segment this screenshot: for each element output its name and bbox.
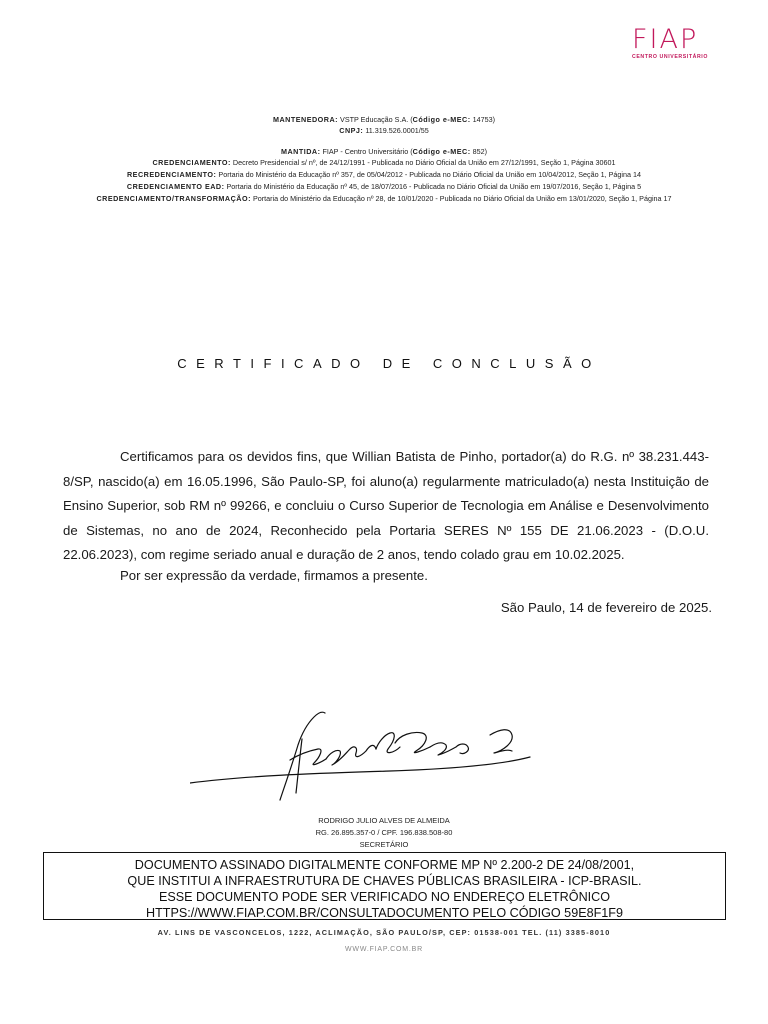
mantida-label: MANTIDA: — [280, 147, 321, 156]
cnpj-value: 11.319.526.0001/55 — [365, 126, 429, 135]
notice-line-4: HTTPS://WWW.FIAP.COM.BR/CONSULTADOCUMENTO PELO CÓDIGO 59E8F1F9 — [146, 906, 623, 920]
signer-ids: RG. 26.895.357-0 / CPF. 196.838.508-80 — [315, 828, 453, 837]
logo-text: FIAP — [632, 24, 699, 55]
credenciamento-ead-value: Portaria do Ministério da Educação nº 45, de 18/07/2016 - Publicada no Diário Oficial da União em 19/07/2016, Seção 1, Página 5 — [226, 182, 642, 191]
fiap-logo — [632, 26, 722, 60]
recredenciamento-value: Portaria do Ministério da Educação nº 357, de 05/04/2012 - Publicada no Diário Oficial da União em 10/04/2012, Seção 1, Página 14 — [218, 170, 641, 179]
mantenedora-value: VSTP Educação S.A. ( — [340, 115, 413, 124]
closing-statement: Por ser expressão da verdade, firmamos a presente. — [120, 568, 428, 583]
recredenciamento-line — [0, 169, 768, 181]
credenciamento-ead-line — [0, 181, 768, 193]
mantida-code-value: 852) — [472, 147, 488, 156]
signer-name: RODRIGO JULIO ALVES DE ALMEIDA — [318, 816, 450, 825]
notice-line-2: QUE INSTITUI A INFRAESTRUTURA DE CHAVES PÚBLICAS BRASILEIRA - ICP-BRASIL. — [127, 874, 642, 888]
issue-date: São Paulo, 14 de fevereiro de 2025. — [500, 600, 712, 615]
signature-image — [190, 705, 540, 815]
notice-line-3: ESSE DOCUMENTO PODE SER VERIFICADO NO ENDEREÇO ELETRÔNICO — [158, 890, 611, 904]
footer-url: WWW.FIAP.COM.BR — [345, 946, 423, 953]
footer-address: AV. LINS DE VASCONCELOS, 1222, ACLIMAÇÃO, SÃO PAULO/SP, CEP: 01538-001 TEL. (11) 3385-8010 — [157, 928, 611, 937]
logo-subtitle: CENTRO UNIVERSITÁRIO — [632, 54, 708, 60]
transformacao-label: CREDENCIAMENTO/TRANSFORMAÇÃO: — [96, 194, 251, 203]
transformacao-value: Portaria do Ministério da Educação nº 28, de 10/01/2020 - Publicada no Diário Oficial da União em 13/01/2020, Seção 1, Página 17 — [252, 194, 672, 203]
credenciamento-value: Decreto Presidencial s/ nº, de 24/12/1991 - Publicada no Diário Oficial da União em 27/12/1991, Seção 1, Página 30601 — [232, 158, 616, 167]
digital-signature-notice — [43, 852, 726, 920]
mantida-value: FIAP - Centro Universitário ( — [322, 147, 413, 156]
mantenedora-code-label: Código e-MEC: — [412, 115, 471, 124]
cnpj-line — [0, 125, 768, 137]
mantida-code-label: Código e-MEC: — [412, 147, 471, 156]
cnpj-label: CNPJ: — [339, 126, 364, 135]
notice-line-1: DOCUMENTO ASSINADO DIGITALMENTE CONFORME MP Nº 2.200-2 DE 24/08/2001, — [134, 858, 635, 872]
credenciamento-line — [0, 157, 768, 169]
signer-role: SECRETÁRIO — [359, 840, 409, 849]
mantenedora-label: MANTENEDORA: — [272, 115, 339, 124]
certificate-body-paragraph: Certificamos para os devidos fins, que Willian Batista de Pinho, portador(a) do R.G. nº 38.231.443-8/SP, nascido(a) em 16.05.1996, São Paulo-SP, foi aluno(a) regularmente matriculado(a) nesta Instituição de Ensino Superior, sob RM nº 99266, e concluiu o Curso Superior de Tecnologia em Análise e Desenvolvimento de Sistemas, no ano de 2024, Reconhecido pela Portaria SERES Nº 155 DE 21.06.2023 - (D.O.U. 22.06.2023), com regime seriado anual e duração de 2 anos, tendo colado grau em 10.02.2025. — [63, 449, 709, 563]
credenciamento-ead-label: CREDENCIAMENTO EAD: — [126, 182, 225, 191]
certificate-title: CERTIFICADO DE CONCLUSÃO — [177, 356, 601, 371]
certificate-body — [63, 445, 709, 568]
mantenedora-code-value: 14753) — [472, 115, 496, 124]
recredenciamento-label: RECREDENCIAMENTO: — [126, 170, 217, 179]
transformacao-line — [0, 193, 768, 205]
credenciamento-label: CREDENCIAMENTO: — [152, 158, 231, 167]
